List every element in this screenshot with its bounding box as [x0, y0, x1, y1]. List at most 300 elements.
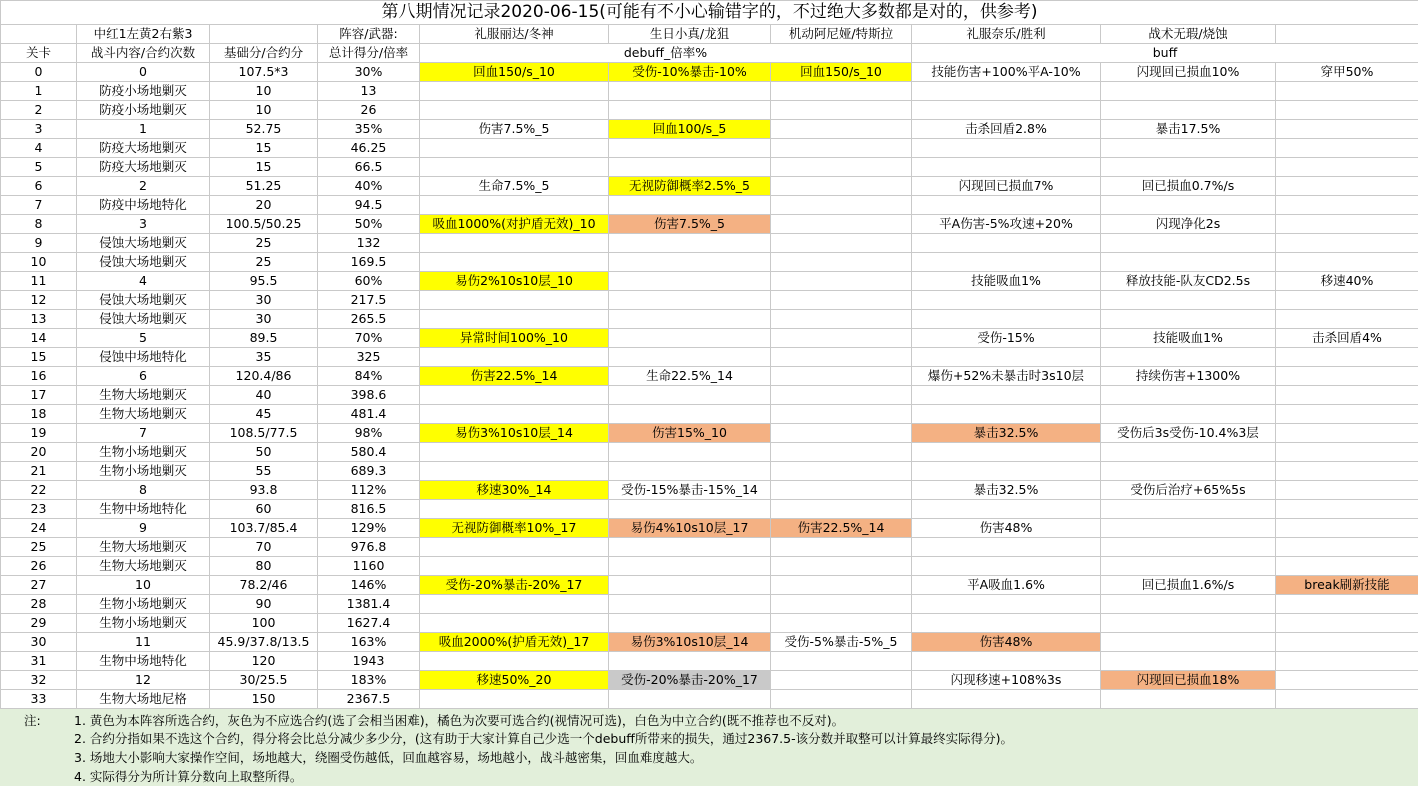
buff-cell-2[interactable]	[1101, 519, 1276, 538]
debuff-cell-1[interactable]	[420, 139, 609, 158]
debuff-cell-3[interactable]	[771, 139, 912, 158]
buff-cell-3[interactable]	[1276, 139, 1418, 158]
total-score-cell[interactable]: 70%	[318, 329, 420, 348]
debuff-cell-2[interactable]	[609, 595, 771, 614]
spawn-note-header[interactable]: 中红1左黄2右紫3	[77, 25, 210, 44]
base-score-cell[interactable]: 10	[210, 82, 318, 101]
level-cell[interactable]: 4	[1, 139, 77, 158]
total-score-cell[interactable]: 265.5	[318, 310, 420, 329]
total-score-cell[interactable]: 35%	[318, 120, 420, 139]
debuff-cell-1[interactable]	[420, 405, 609, 424]
buff-cell-1[interactable]: 平A伤害-5%攻速+20%	[912, 215, 1101, 234]
buff-cell-3[interactable]	[1276, 557, 1418, 576]
level-cell[interactable]: 19	[1, 424, 77, 443]
content-cell[interactable]: 12	[77, 671, 210, 690]
buff-cell-3[interactable]	[1276, 595, 1418, 614]
debuff-cell-1[interactable]	[420, 500, 609, 519]
debuff-cell-1[interactable]: 伤害7.5%_5	[420, 120, 609, 139]
total-score-cell[interactable]: 13	[318, 82, 420, 101]
buff-cell-3[interactable]	[1276, 291, 1418, 310]
buff-cell-2[interactable]	[1101, 291, 1276, 310]
buff-cell-3[interactable]: break刷新技能	[1276, 576, 1418, 595]
debuff-cell-3[interactable]	[771, 481, 912, 500]
level-cell[interactable]: 21	[1, 462, 77, 481]
content-cell[interactable]: 生物大场地剿灭	[77, 386, 210, 405]
total-score-cell[interactable]: 60%	[318, 272, 420, 291]
buff-cell-3[interactable]	[1276, 443, 1418, 462]
debuff-cell-1[interactable]	[420, 690, 609, 709]
buff-cell-3[interactable]	[1276, 310, 1418, 329]
debuff-cell-2[interactable]	[609, 576, 771, 595]
content-cell[interactable]: 防疫小场地剿灭	[77, 101, 210, 120]
total-score-cell[interactable]: 84%	[318, 367, 420, 386]
base-score-cell[interactable]: 103.7/85.4	[210, 519, 318, 538]
debuff-cell-1[interactable]: 回血150/s_10	[420, 63, 609, 82]
debuff-cell-2[interactable]	[609, 82, 771, 101]
level-cell[interactable]: 11	[1, 272, 77, 291]
debuff-cell-2[interactable]	[609, 329, 771, 348]
buff-cell-1[interactable]: 技能伤害+100%平A-10%	[912, 63, 1101, 82]
debuff-cell-1[interactable]: 易伤3%10s10层_14	[420, 424, 609, 443]
level-cell[interactable]: 25	[1, 538, 77, 557]
content-cell[interactable]: 生物大场地剿灭	[77, 405, 210, 424]
total-score-cell[interactable]: 50%	[318, 215, 420, 234]
operator-group-header[interactable]: 战术无瑕/烧蚀	[1101, 25, 1276, 44]
debuff-cell-2[interactable]	[609, 690, 771, 709]
buff-cell-3[interactable]	[1276, 690, 1418, 709]
base-score-cell[interactable]: 95.5	[210, 272, 318, 291]
buff-cell-3[interactable]	[1276, 671, 1418, 690]
debuff-cell-1[interactable]	[420, 557, 609, 576]
debuff-cell-2[interactable]	[609, 101, 771, 120]
total-score-cell[interactable]: 30%	[318, 63, 420, 82]
level-cell[interactable]: 3	[1, 120, 77, 139]
buff-cell-2[interactable]: 释放技能-队友CD2.5s	[1101, 272, 1276, 291]
buff-cell-1[interactable]: 伤害48%	[912, 519, 1101, 538]
level-cell[interactable]: 15	[1, 348, 77, 367]
debuff-cell-3[interactable]	[771, 500, 912, 519]
content-header[interactable]: 战斗内容/合约次数	[77, 44, 210, 63]
debuff-cell-2[interactable]	[609, 652, 771, 671]
base-score-cell[interactable]: 30/25.5	[210, 671, 318, 690]
operator-group-header[interactable]: 机动阿尼娅/特斯拉	[771, 25, 912, 44]
base-score-cell[interactable]: 78.2/46	[210, 576, 318, 595]
debuff-cell-3[interactable]	[771, 386, 912, 405]
debuff-cell-2[interactable]: 生命22.5%_14	[609, 367, 771, 386]
buff-cell-1[interactable]: 技能吸血1%	[912, 272, 1101, 291]
level-cell[interactable]: 7	[1, 196, 77, 215]
buff-cell-1[interactable]: 暴击32.5%	[912, 424, 1101, 443]
buff-cell-2[interactable]	[1101, 234, 1276, 253]
buff-cell-2[interactable]	[1101, 158, 1276, 177]
debuff-cell-1[interactable]: 无视防御概率10%_17	[420, 519, 609, 538]
buff-cell-3[interactable]	[1276, 500, 1418, 519]
level-header[interactable]: 关卡	[1, 44, 77, 63]
sheet-title[interactable]: 第八期情况记录2020-06-15(可能有不小心输错字的，不过绝大多数都是对的，供参考)	[1, 1, 1418, 25]
content-cell[interactable]: 防疫大场地剿灭	[77, 158, 210, 177]
buff-cell-2[interactable]	[1101, 500, 1276, 519]
debuff-cell-1[interactable]	[420, 82, 609, 101]
debuff-cell-3[interactable]	[771, 690, 912, 709]
debuff-cell-3[interactable]	[771, 234, 912, 253]
buff-cell-1[interactable]	[912, 690, 1101, 709]
buff-cell-1[interactable]	[912, 253, 1101, 272]
buff-cell-2[interactable]	[1101, 139, 1276, 158]
debuff-cell-2[interactable]	[609, 538, 771, 557]
buff-cell-1[interactable]	[912, 310, 1101, 329]
buff-cell-2[interactable]	[1101, 405, 1276, 424]
content-cell[interactable]: 生物中场地特化	[77, 652, 210, 671]
base-score-cell[interactable]: 51.25	[210, 177, 318, 196]
total-score-cell[interactable]: 2367.5	[318, 690, 420, 709]
buff-cell-2[interactable]	[1101, 443, 1276, 462]
debuff-cell-2[interactable]: 易伤4%10s10层_17	[609, 519, 771, 538]
debuff-cell-3[interactable]	[771, 671, 912, 690]
buff-cell-2[interactable]	[1101, 253, 1276, 272]
debuff-cell-1[interactable]	[420, 196, 609, 215]
debuff-cell-2[interactable]: 易伤3%10s10层_14	[609, 633, 771, 652]
debuff-cell-2[interactable]	[609, 139, 771, 158]
total-score-cell[interactable]: 689.3	[318, 462, 420, 481]
buff-cell-1[interactable]	[912, 443, 1101, 462]
operator-group-header[interactable]: 礼服丽达/冬神	[420, 25, 609, 44]
debuff-cell-2[interactable]: 受伤-15%暴击-15%_14	[609, 481, 771, 500]
base-score-cell[interactable]: 25	[210, 253, 318, 272]
total-score-header[interactable]: 总计得分/倍率	[318, 44, 420, 63]
content-cell[interactable]: 1	[77, 120, 210, 139]
buff-cell-3[interactable]	[1276, 234, 1418, 253]
debuff-cell-2[interactable]: 伤害15%_10	[609, 424, 771, 443]
base-score-header[interactable]: 基础分/合约分	[210, 44, 318, 63]
debuff-cell-3[interactable]	[771, 196, 912, 215]
total-score-cell[interactable]: 98%	[318, 424, 420, 443]
buff-cell-3[interactable]	[1276, 614, 1418, 633]
content-cell[interactable]: 侵蚀大场地剿灭	[77, 291, 210, 310]
base-score-cell[interactable]: 15	[210, 139, 318, 158]
buff-cell-1[interactable]	[912, 500, 1101, 519]
level-cell[interactable]: 0	[1, 63, 77, 82]
header-cell[interactable]	[1276, 25, 1418, 44]
debuff-cell-1[interactable]: 伤害22.5%_14	[420, 367, 609, 386]
debuff-cell-1[interactable]	[420, 595, 609, 614]
content-cell[interactable]: 7	[77, 424, 210, 443]
level-cell[interactable]: 1	[1, 82, 77, 101]
debuff-cell-1[interactable]: 移速30%_14	[420, 481, 609, 500]
buff-header[interactable]: buff	[912, 44, 1418, 63]
level-cell[interactable]: 9	[1, 234, 77, 253]
buff-cell-1[interactable]: 闪现回已损血7%	[912, 177, 1101, 196]
debuff-cell-2[interactable]	[609, 386, 771, 405]
buff-cell-2[interactable]: 受伤后治疗+65%5s	[1101, 481, 1276, 500]
total-score-cell[interactable]: 26	[318, 101, 420, 120]
debuff-cell-3[interactable]	[771, 253, 912, 272]
buff-cell-1[interactable]	[912, 614, 1101, 633]
buff-cell-1[interactable]: 伤害48%	[912, 633, 1101, 652]
buff-cell-3[interactable]	[1276, 101, 1418, 120]
buff-cell-1[interactable]: 受伤-15%	[912, 329, 1101, 348]
debuff-cell-1[interactable]	[420, 652, 609, 671]
debuff-cell-1[interactable]: 受伤-20%暴击-20%_17	[420, 576, 609, 595]
base-score-cell[interactable]: 40	[210, 386, 318, 405]
buff-cell-1[interactable]	[912, 82, 1101, 101]
debuff-cell-2[interactable]	[609, 443, 771, 462]
debuff-cell-2[interactable]	[609, 291, 771, 310]
level-cell[interactable]: 5	[1, 158, 77, 177]
buff-cell-2[interactable]: 闪现回已损血18%	[1101, 671, 1276, 690]
content-cell[interactable]: 生物大场地剿灭	[77, 538, 210, 557]
buff-cell-2[interactable]: 闪现回已损血10%	[1101, 63, 1276, 82]
level-cell[interactable]: 20	[1, 443, 77, 462]
debuff-cell-1[interactable]: 移速50%_20	[420, 671, 609, 690]
total-score-cell[interactable]: 40%	[318, 177, 420, 196]
buff-cell-1[interactable]: 击杀回盾2.8%	[912, 120, 1101, 139]
content-cell[interactable]: 生物小场地剿灭	[77, 595, 210, 614]
debuff-cell-2[interactable]	[609, 557, 771, 576]
base-score-cell[interactable]: 55	[210, 462, 318, 481]
base-score-cell[interactable]: 20	[210, 196, 318, 215]
buff-cell-2[interactable]: 回已损血1.6%/s	[1101, 576, 1276, 595]
base-score-cell[interactable]: 90	[210, 595, 318, 614]
base-score-cell[interactable]: 108.5/77.5	[210, 424, 318, 443]
debuff-cell-3[interactable]	[771, 101, 912, 120]
base-score-cell[interactable]: 30	[210, 291, 318, 310]
buff-cell-1[interactable]	[912, 538, 1101, 557]
buff-cell-3[interactable]	[1276, 367, 1418, 386]
buff-cell-3[interactable]	[1276, 633, 1418, 652]
debuff-cell-3[interactable]	[771, 329, 912, 348]
content-cell[interactable]: 9	[77, 519, 210, 538]
buff-cell-2[interactable]: 回已损血0.7%/s	[1101, 177, 1276, 196]
content-cell[interactable]: 防疫小场地剿灭	[77, 82, 210, 101]
buff-cell-3[interactable]	[1276, 348, 1418, 367]
buff-cell-1[interactable]: 爆伤+52%未暴击时3s10层	[912, 367, 1101, 386]
debuff-cell-3[interactable]	[771, 443, 912, 462]
total-score-cell[interactable]: 217.5	[318, 291, 420, 310]
debuff-cell-1[interactable]: 吸血1000%(对护盾无效)_10	[420, 215, 609, 234]
level-cell[interactable]: 29	[1, 614, 77, 633]
total-score-cell[interactable]: 1160	[318, 557, 420, 576]
base-score-cell[interactable]: 93.8	[210, 481, 318, 500]
debuff-cell-3[interactable]	[771, 652, 912, 671]
content-cell[interactable]: 防疫中场地特化	[77, 196, 210, 215]
content-cell[interactable]: 8	[77, 481, 210, 500]
content-cell[interactable]: 10	[77, 576, 210, 595]
debuff-cell-1[interactable]	[420, 462, 609, 481]
buff-cell-3[interactable]	[1276, 253, 1418, 272]
content-cell[interactable]: 生物大场地剿灭	[77, 557, 210, 576]
content-cell[interactable]: 11	[77, 633, 210, 652]
total-score-cell[interactable]: 580.4	[318, 443, 420, 462]
base-score-cell[interactable]: 100.5/50.25	[210, 215, 318, 234]
debuff-cell-1[interactable]	[420, 614, 609, 633]
debuff-cell-3[interactable]	[771, 348, 912, 367]
debuff-cell-1[interactable]	[420, 386, 609, 405]
level-cell[interactable]: 28	[1, 595, 77, 614]
buff-cell-2[interactable]	[1101, 82, 1276, 101]
content-cell[interactable]: 5	[77, 329, 210, 348]
debuff-cell-3[interactable]	[771, 215, 912, 234]
debuff-cell-3[interactable]	[771, 177, 912, 196]
total-score-cell[interactable]: 66.5	[318, 158, 420, 177]
debuff-cell-2[interactable]	[609, 614, 771, 633]
buff-cell-1[interactable]	[912, 557, 1101, 576]
debuff-cell-2[interactable]	[609, 196, 771, 215]
level-cell[interactable]: 23	[1, 500, 77, 519]
debuff-cell-1[interactable]	[420, 234, 609, 253]
debuff-cell-3[interactable]	[771, 120, 912, 139]
buff-cell-3[interactable]	[1276, 196, 1418, 215]
level-cell[interactable]: 18	[1, 405, 77, 424]
debuff-cell-3[interactable]	[771, 538, 912, 557]
content-cell[interactable]: 防疫大场地剿灭	[77, 139, 210, 158]
buff-cell-2[interactable]: 持续伤害+1300%	[1101, 367, 1276, 386]
content-cell[interactable]: 侵蚀中场地特化	[77, 348, 210, 367]
debuff-cell-3[interactable]	[771, 291, 912, 310]
buff-cell-2[interactable]	[1101, 595, 1276, 614]
debuff-cell-3[interactable]	[771, 158, 912, 177]
debuff-cell-1[interactable]: 生命7.5%_5	[420, 177, 609, 196]
total-score-cell[interactable]: 1381.4	[318, 595, 420, 614]
buff-cell-1[interactable]	[912, 196, 1101, 215]
buff-cell-3[interactable]	[1276, 481, 1418, 500]
buff-cell-3[interactable]	[1276, 120, 1418, 139]
buff-cell-1[interactable]	[912, 139, 1101, 158]
buff-cell-1[interactable]	[912, 234, 1101, 253]
level-cell[interactable]: 8	[1, 215, 77, 234]
content-cell[interactable]: 侵蚀大场地剿灭	[77, 234, 210, 253]
base-score-cell[interactable]: 150	[210, 690, 318, 709]
base-score-cell[interactable]: 52.75	[210, 120, 318, 139]
debuff-cell-1[interactable]	[420, 291, 609, 310]
debuff-cell-2[interactable]	[609, 253, 771, 272]
buff-cell-2[interactable]	[1101, 538, 1276, 557]
total-score-cell[interactable]: 146%	[318, 576, 420, 595]
debuff-cell-2[interactable]: 受伤-20%暴击-20%_17	[609, 671, 771, 690]
buff-cell-2[interactable]	[1101, 633, 1276, 652]
buff-cell-3[interactable]	[1276, 405, 1418, 424]
content-cell[interactable]: 侵蚀大场地剿灭	[77, 253, 210, 272]
debuff-cell-2[interactable]	[609, 462, 771, 481]
debuff-cell-1[interactable]	[420, 538, 609, 557]
debuff-cell-1[interactable]	[420, 348, 609, 367]
total-score-cell[interactable]: 1627.4	[318, 614, 420, 633]
buff-cell-1[interactable]	[912, 348, 1101, 367]
debuff-cell-3[interactable]	[771, 310, 912, 329]
total-score-cell[interactable]: 169.5	[318, 253, 420, 272]
buff-cell-3[interactable]	[1276, 82, 1418, 101]
buff-cell-3[interactable]	[1276, 424, 1418, 443]
lineup-header[interactable]: 阵容/武器:	[318, 25, 420, 44]
total-score-cell[interactable]: 183%	[318, 671, 420, 690]
buff-cell-2[interactable]	[1101, 386, 1276, 405]
debuff-cell-1[interactable]	[420, 101, 609, 120]
total-score-cell[interactable]: 46.25	[318, 139, 420, 158]
base-score-cell[interactable]: 70	[210, 538, 318, 557]
buff-cell-3[interactable]	[1276, 177, 1418, 196]
content-cell[interactable]: 生物小场地剿灭	[77, 462, 210, 481]
base-score-cell[interactable]: 50	[210, 443, 318, 462]
buff-cell-2[interactable]: 技能吸血1%	[1101, 329, 1276, 348]
level-cell[interactable]: 32	[1, 671, 77, 690]
content-cell[interactable]: 侵蚀大场地剿灭	[77, 310, 210, 329]
content-cell[interactable]: 生物小场地剿灭	[77, 614, 210, 633]
level-cell[interactable]: 2	[1, 101, 77, 120]
debuff-cell-1[interactable]	[420, 310, 609, 329]
buff-cell-2[interactable]: 闪现净化2s	[1101, 215, 1276, 234]
debuff-cell-3[interactable]	[771, 576, 912, 595]
debuff-cell-1[interactable]	[420, 158, 609, 177]
content-cell[interactable]: 6	[77, 367, 210, 386]
debuff-cell-3[interactable]: 伤害22.5%_14	[771, 519, 912, 538]
header-cell[interactable]	[1, 25, 77, 44]
operator-group-header[interactable]: 礼服奈乐/胜利	[912, 25, 1101, 44]
debuff-cell-1[interactable]	[420, 443, 609, 462]
content-cell[interactable]: 生物小场地剿灭	[77, 443, 210, 462]
debuff-cell-3[interactable]	[771, 614, 912, 633]
level-cell[interactable]: 22	[1, 481, 77, 500]
debuff-cell-2[interactable]: 回血100/s_5	[609, 120, 771, 139]
debuff-header[interactable]: debuff_倍率%	[420, 44, 912, 63]
content-cell[interactable]: 2	[77, 177, 210, 196]
content-cell[interactable]: 4	[77, 272, 210, 291]
buff-cell-3[interactable]: 移速40%	[1276, 272, 1418, 291]
content-cell[interactable]: 3	[77, 215, 210, 234]
debuff-cell-3[interactable]	[771, 367, 912, 386]
base-score-cell[interactable]: 100	[210, 614, 318, 633]
level-cell[interactable]: 31	[1, 652, 77, 671]
base-score-cell[interactable]: 120.4/86	[210, 367, 318, 386]
base-score-cell[interactable]: 45	[210, 405, 318, 424]
total-score-cell[interactable]: 816.5	[318, 500, 420, 519]
content-cell[interactable]: 生物中场地特化	[77, 500, 210, 519]
base-score-cell[interactable]: 25	[210, 234, 318, 253]
buff-cell-2[interactable]	[1101, 614, 1276, 633]
buff-cell-2[interactable]	[1101, 196, 1276, 215]
level-cell[interactable]: 16	[1, 367, 77, 386]
buff-cell-1[interactable]	[912, 462, 1101, 481]
debuff-cell-3[interactable]	[771, 424, 912, 443]
level-cell[interactable]: 30	[1, 633, 77, 652]
debuff-cell-3[interactable]	[771, 595, 912, 614]
content-cell[interactable]: 0	[77, 63, 210, 82]
debuff-cell-3[interactable]: 受伤-5%暴击-5%_5	[771, 633, 912, 652]
buff-cell-3[interactable]: 穿甲50%	[1276, 63, 1418, 82]
total-score-cell[interactable]: 325	[318, 348, 420, 367]
debuff-cell-2[interactable]	[609, 272, 771, 291]
base-score-cell[interactable]: 35	[210, 348, 318, 367]
buff-cell-3[interactable]	[1276, 462, 1418, 481]
total-score-cell[interactable]: 94.5	[318, 196, 420, 215]
debuff-cell-3[interactable]	[771, 82, 912, 101]
operator-group-header[interactable]: 生日小真/龙狙	[609, 25, 771, 44]
buff-cell-2[interactable]: 受伤后3s受伤-10.4%3层	[1101, 424, 1276, 443]
level-cell[interactable]: 24	[1, 519, 77, 538]
buff-cell-2[interactable]	[1101, 462, 1276, 481]
buff-cell-1[interactable]: 暴击32.5%	[912, 481, 1101, 500]
buff-cell-1[interactable]	[912, 595, 1101, 614]
level-cell[interactable]: 6	[1, 177, 77, 196]
buff-cell-1[interactable]	[912, 101, 1101, 120]
debuff-cell-1[interactable]: 易伤2%10s10层_10	[420, 272, 609, 291]
debuff-cell-3[interactable]	[771, 272, 912, 291]
total-score-cell[interactable]: 132	[318, 234, 420, 253]
buff-cell-2[interactable]	[1101, 310, 1276, 329]
level-cell[interactable]: 14	[1, 329, 77, 348]
buff-cell-1[interactable]	[912, 386, 1101, 405]
content-cell[interactable]: 生物大场地尼格	[77, 690, 210, 709]
base-score-cell[interactable]: 60	[210, 500, 318, 519]
header-cell[interactable]	[210, 25, 318, 44]
